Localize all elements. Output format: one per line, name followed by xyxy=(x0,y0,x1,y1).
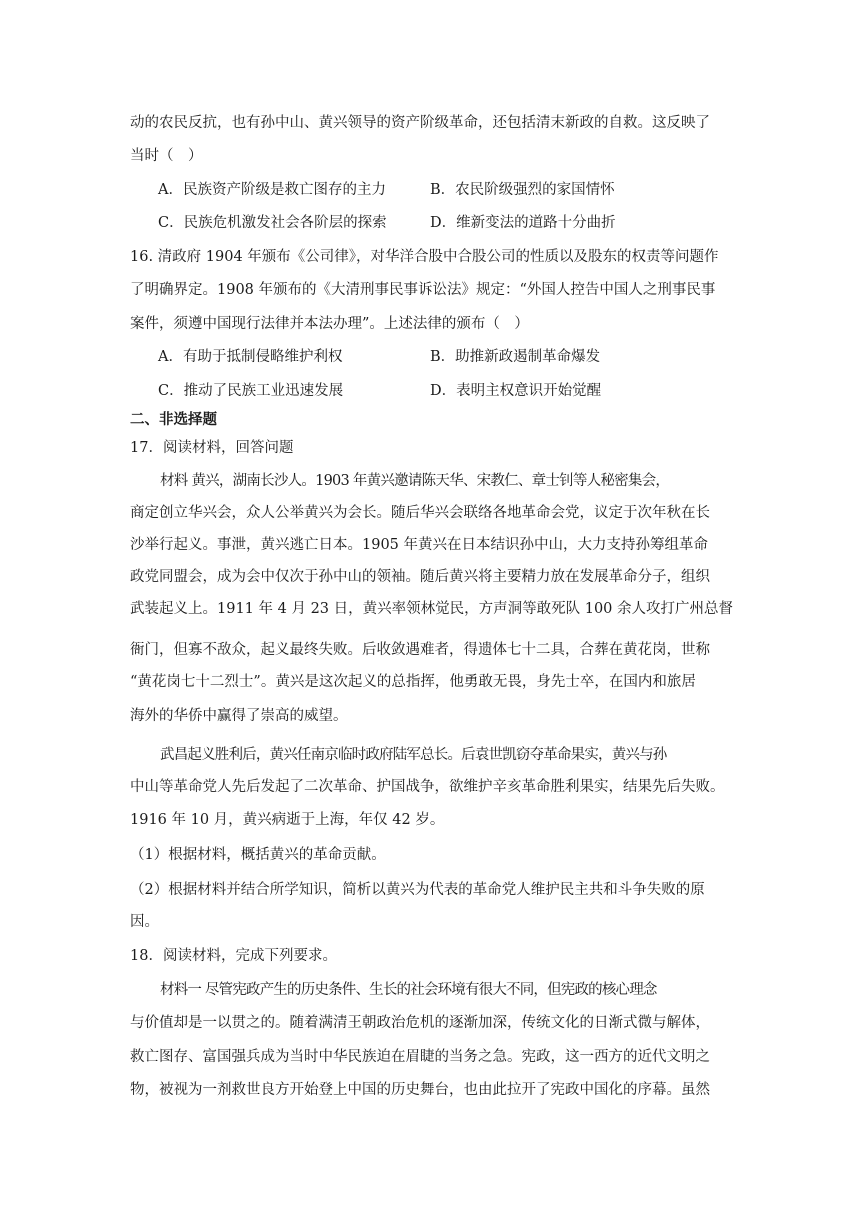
q17-material-line-2: 商定创立华兴会，众人公举黄兴为会长。随后华兴会联络各地革命会党，议定于次年秋在长 xyxy=(130,505,710,521)
q16-option-c[interactable]: C．推动了民族工业迅速发展 xyxy=(158,383,344,399)
q16-stem-line-1: 16. 清政府 1904 年颁布《公司律》，对华洋合股中合股公司的性质以及股东的权责等问题作 xyxy=(130,249,719,265)
q18-material-line-1: 材料一 尽管宪政产生的历史条件、生长的社会环境有很大不同，但宪政的核心理念 xyxy=(160,982,657,998)
q17-material-line-4: 政党同盟会，成为会中仅次于孙中山的领袖。随后黄兴将主要精力放在发展革命分子，组织 xyxy=(130,569,710,585)
q17-material2-line-2: 中山等革命党人先后发起了二次革命、护国战争，欲维护辛亥革命胜利果实，结果先后失败。 xyxy=(130,779,725,795)
q17-subquestion-2-line-2: 因。 xyxy=(130,914,159,930)
q18-material-line-3: 救亡图存、富国强兵成为当时中华民族迫在眉睫的当务之急。宪政，这一西方的近代文明之 xyxy=(130,1049,710,1065)
q16-stem-line-2: 了明确界定。1908 年颁布的《大清刑事民事诉讼法》规定：“外国人控告中国人之刑事民事 xyxy=(130,282,716,298)
q18-stem: 18．阅读材料，完成下列要求。 xyxy=(130,948,337,964)
q17-stem: 17．阅读材料，回答问题 xyxy=(130,440,294,456)
q17-material2-line-3: 1916 年 10 月，黄兴病逝于上海，年仅 42 岁。 xyxy=(130,812,445,828)
q17-material-line-8: 海外的华侨中赢得了崇高的威望。 xyxy=(130,708,348,724)
q15-option-b[interactable]: B．农民阶级强烈的家国情怀 xyxy=(430,182,615,198)
q15-option-d[interactable]: D．维新变法的道路十分曲折 xyxy=(430,215,616,231)
q16-option-a[interactable]: A．有助于抵制侵略维护利权 xyxy=(158,349,343,365)
q16-option-d[interactable]: D．表明主权意识开始觉醒 xyxy=(430,383,602,399)
q17-subquestion-2-line-1: （2）根据材料并结合所学知识，简析以黄兴为代表的革命党人维护民主共和斗争失败的原 xyxy=(130,882,705,898)
q17-material2-line-1: 武昌起义胜利后，黄兴任南京临时政府陆军总长。后袁世凯窃夺革命果实，黄兴与孙 xyxy=(160,747,667,763)
q17-material-line-3: 沙举行起义。事泄，黄兴逃亡日本。1905 年黄兴在日本结识孙中山，大力支持孙筹组革命 xyxy=(130,537,709,553)
q17-material-line-1: 材料 黄兴，湖南长沙人。1903 年黄兴邀请陈天华、宋教仁、章士钊等人秘密集会， xyxy=(160,473,670,489)
q17-material-line-7: “黄花岗七十二烈士”。黄兴是这次起义的总指挥，他勇敢无畏，身先士卒，在国内和旅居 xyxy=(130,674,696,690)
q15-stem-line-1: 动的农民反抗，也有孙中山、黄兴领导的资产阶级革命，还包括清末新政的自救。这反映了 xyxy=(130,115,710,131)
q15-option-c[interactable]: C．民族危机激发社会各阶层的探索 xyxy=(158,215,387,231)
q17-material-line-6: 衙门，但寡不敌众，起义最终失败。后收敛遇难者，得遗体七十二具，合葬在黄花岗，世称 xyxy=(130,642,710,658)
q17-subquestion-1: （1）根据材料，概括黄兴的革命贡献。 xyxy=(130,847,386,863)
q18-material-line-2: 与价值却是一以贯之的。随着满清王朝政治危机的逐渐加深，传统文化的日渐式微与解体， xyxy=(130,1015,710,1031)
q16-option-b[interactable]: B．助推新政遏制革命爆发 xyxy=(430,349,601,365)
q15-option-a[interactable]: A．民族资产阶级是救亡图存的主力 xyxy=(158,182,386,198)
section-heading-non-choice: 二、非选择题 xyxy=(130,411,217,428)
q18-material-line-4: 物，被视为一剂救世良方开始登上中国的历史舞台，也由此拉开了宪政中国化的序幕。虽然 xyxy=(130,1082,710,1098)
q15-stem-line-2: 当时（ ） xyxy=(130,148,203,164)
q17-material-line-5: 武装起义上。1911 年 4 月 23 日，黄兴率领林觉民，方声洞等敢死队 100 余人攻打广州总督 xyxy=(130,601,734,617)
q16-stem-line-3: 案件，须遵中国现行法律并本法办理”。上述法律的颁布（ ） xyxy=(130,316,529,332)
